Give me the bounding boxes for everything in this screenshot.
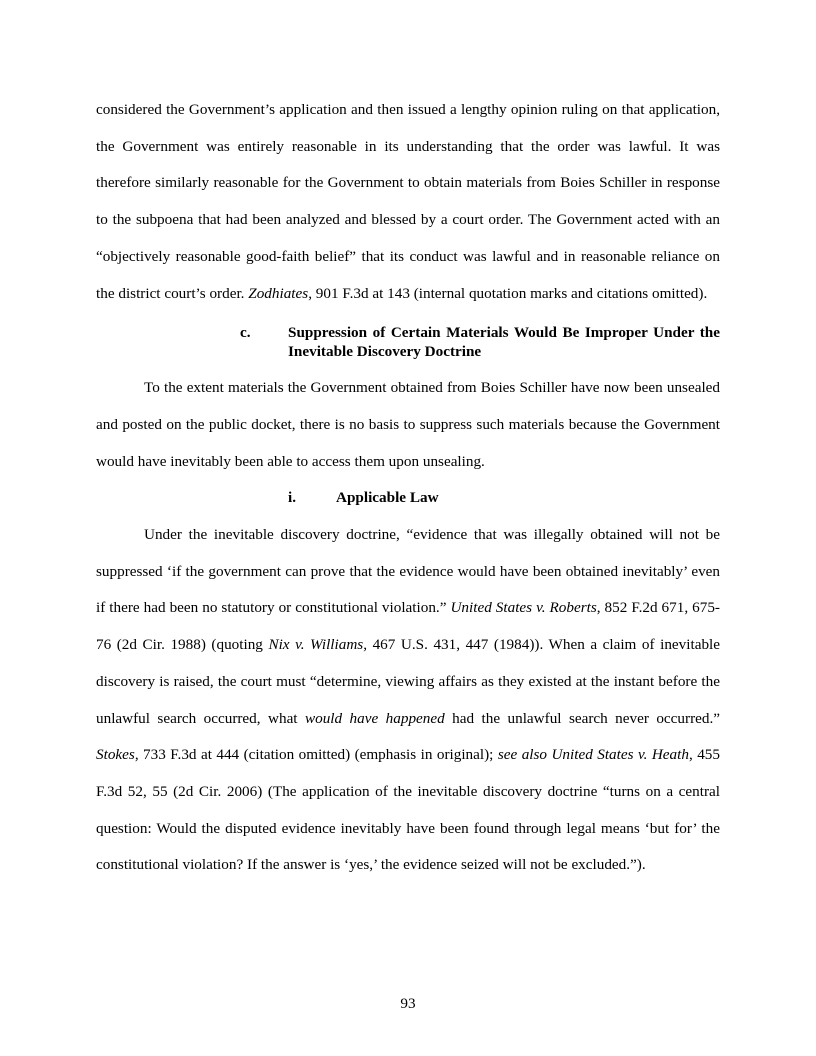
paragraph-text: , 901 F.3d at 143 (internal quotation marks and citations omitted). xyxy=(308,284,708,302)
case-citation: United States v. Roberts xyxy=(450,599,597,617)
section-title: Suppression of Certain Materials Would Be Improper Under the Inevitable Discovery Doctrine xyxy=(288,324,720,360)
section-heading-i xyxy=(96,480,720,517)
paragraph-text: , 852 F.2d 671, 675-76 (2d Cir. 1988) (quoting xyxy=(96,599,720,654)
document-page xyxy=(96,92,720,884)
section-number: c. xyxy=(240,324,251,342)
subsection-number: i. xyxy=(288,489,297,507)
case-citation: see also United States v. Heath xyxy=(497,746,689,764)
case-citation: Stokes xyxy=(96,746,135,764)
paragraph-text: considered the Government’s application and then issued a lengthy opinion ruling on that application, the Government was entirely reasonable in its understanding that the order was lawful. It was therefore similarly reasonable for the Government to obtain materials from Boies Schiller in response to the subpoena that had been analyzed and blessed by a court order. The Government acted with an “objectively reasonable good-faith belief” that its conduct was lawful and in reasonable reliance on the district court’s order. xyxy=(96,101,720,302)
subsection-title: Applicable Law xyxy=(336,489,439,507)
paragraph-text: Under the inevitable discovery doctrine, “evidence that was illegally obtained will not be suppressed ‘if the government can prove that the evidence would have been obtained inevitably’ even if there had been no statutory or constitutional violation.” xyxy=(96,526,720,617)
emphasis-text: would have happened xyxy=(304,709,445,727)
paragraph-text: had the unlawful search never occurred.” xyxy=(444,709,720,727)
paragraph-inevitable-discovery: To the extent materials the Government obtained from Boies Schiller have now been unsealed and posted on the public docket, there is no basis to suppress such materials because the Government would have inevitably been able to access them upon unsealing. xyxy=(96,379,720,470)
paragraph-applicable-law xyxy=(96,517,720,884)
paragraph-text: , 467 U.S. 431, 447 (1984)). When a claim of inevitable discovery is raised, the court must “determine, viewing affairs as they existed at the instant before the unlawful search occurred, what xyxy=(96,636,720,727)
paragraph-text: , 455 F.3d 52, 55 (2d Cir. 2006) (The application of the inevitable discovery doctrine “turns on a central question: Would the disputed evidence inevitably have been found through legal means ‘but for’ the constitutional violation? If the answer is ‘yes,’ the evidence seized will not be excluded.”). xyxy=(96,746,720,874)
case-citation: Zodhiates xyxy=(248,284,309,302)
paragraph-text: , 733 F.3d at 444 (citation omitted) (emphasis in original); xyxy=(134,746,498,764)
paragraph-continuation xyxy=(96,92,720,312)
case-citation: Nix v. Williams xyxy=(268,636,364,654)
page-number: 93 xyxy=(400,995,416,1012)
section-heading-c xyxy=(96,324,720,361)
